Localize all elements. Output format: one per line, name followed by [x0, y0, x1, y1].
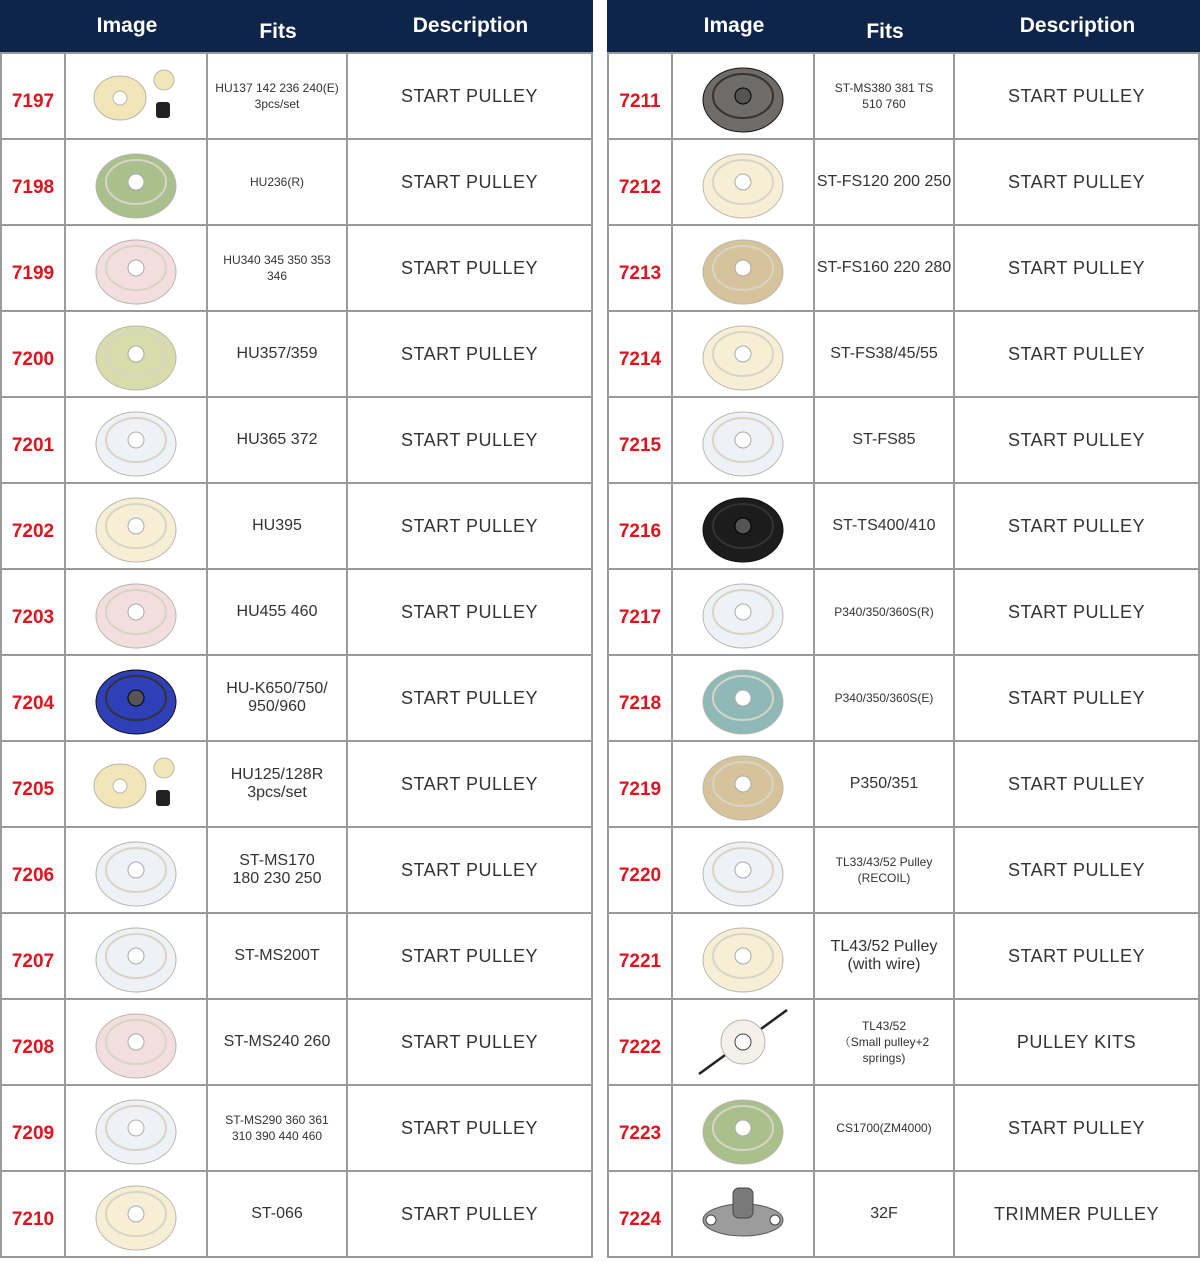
product-image — [672, 1085, 814, 1171]
image-header: Image — [96, 14, 158, 37]
item-code — [608, 53, 672, 139]
description-text: START PULLEY — [347, 999, 592, 1085]
image-header: Image — [703, 14, 765, 37]
product-image — [672, 827, 814, 913]
item-code-text: 7213 — [618, 263, 662, 284]
product-table — [0, 52, 593, 1258]
fits-text: HU-K650/750/ 950/960 — [207, 655, 347, 741]
cream-pulley-icon — [88, 488, 184, 564]
white-pulley-icon — [695, 402, 791, 478]
item-code — [1, 53, 65, 139]
blue-pulley-icon — [88, 660, 184, 736]
description-text: START PULLEY — [347, 741, 592, 827]
cream-pulley-icon — [695, 316, 791, 392]
fits-text: ST-FS160 220 280 — [814, 225, 954, 311]
white-pulley-icon — [88, 1090, 184, 1166]
product-image — [672, 483, 814, 569]
item-code-text: 7210 — [11, 1209, 55, 1230]
item-code — [1, 1171, 65, 1257]
product-image — [672, 397, 814, 483]
description-text: START PULLEY — [347, 1085, 592, 1171]
description-text: START PULLEY — [954, 53, 1199, 139]
item-code-text: 7200 — [11, 349, 55, 370]
item-code-text: 7204 — [11, 693, 55, 714]
table-row — [1, 569, 592, 655]
cream-pulley-icon — [695, 144, 791, 220]
fits-header: Fits — [866, 20, 904, 43]
product-table — [607, 52, 1200, 1258]
product-image — [672, 1171, 814, 1257]
item-code-text: 7219 — [618, 779, 662, 800]
item-code — [1, 483, 65, 569]
item-code — [608, 139, 672, 225]
item-code — [608, 225, 672, 311]
description-text: START PULLEY — [954, 225, 1199, 311]
product-image — [65, 569, 207, 655]
product-image — [65, 483, 207, 569]
item-code — [608, 655, 672, 741]
fits-text: ST-066 — [207, 1171, 347, 1257]
catalog-left — [0, 0, 593, 1279]
fits-text: ST-MS240 260 — [207, 999, 347, 1085]
description-text: START PULLEY — [347, 827, 592, 913]
table-row — [608, 225, 1199, 311]
table-row — [1, 741, 592, 827]
table-row — [608, 311, 1199, 397]
table-row — [1, 311, 592, 397]
description-text: START PULLEY — [954, 1085, 1199, 1171]
fits-text: TL43/52 （Small pulley+2 springs) — [814, 999, 954, 1085]
description-text: START PULLEY — [954, 483, 1199, 569]
fits-text: ST-MS290 360 361 310 390 440 460 — [207, 1085, 347, 1171]
table-header — [0, 0, 593, 52]
item-code — [1, 311, 65, 397]
item-code-text: 7197 — [11, 91, 55, 112]
description-text: START PULLEY — [347, 1171, 592, 1257]
product-image — [65, 1171, 207, 1257]
table-row — [608, 139, 1199, 225]
item-code-text: 7221 — [618, 951, 662, 972]
table-row — [608, 397, 1199, 483]
fits-text: TL33/43/52 Pulley (RECOIL) — [814, 827, 954, 913]
item-code-text: 7199 — [11, 263, 55, 284]
fits-text: P340/350/360S(E) — [814, 655, 954, 741]
fits-header: Fits — [259, 20, 297, 43]
item-code-text: 7212 — [618, 177, 662, 198]
fits-text: HU357/359 — [207, 311, 347, 397]
table-row — [608, 1085, 1199, 1171]
item-code — [608, 311, 672, 397]
white-pulley-icon — [695, 832, 791, 908]
table-row — [608, 999, 1199, 1085]
product-image — [672, 741, 814, 827]
table-row — [1, 1085, 592, 1171]
fits-text: ST-FS85 — [814, 397, 954, 483]
table-header — [607, 0, 1200, 52]
item-code — [1, 655, 65, 741]
pink-pulley-icon — [88, 1004, 184, 1080]
item-code — [1, 827, 65, 913]
product-image — [65, 397, 207, 483]
item-code-text: 7218 — [618, 693, 662, 714]
fits-text: P350/351 — [814, 741, 954, 827]
table-row — [1, 913, 592, 999]
fits-text: HU340 345 350 353 346 — [207, 225, 347, 311]
table-row — [608, 913, 1199, 999]
product-image — [672, 569, 814, 655]
item-code — [1, 139, 65, 225]
fits-text: ST-FS120 200 250 — [814, 139, 954, 225]
product-image — [672, 913, 814, 999]
item-code — [608, 483, 672, 569]
fits-text: HU455 460 — [207, 569, 347, 655]
product-image — [65, 827, 207, 913]
item-code — [1, 225, 65, 311]
description-text: START PULLEY — [347, 53, 592, 139]
description-header: Description — [1019, 14, 1136, 37]
description-text: START PULLEY — [954, 569, 1199, 655]
product-image — [65, 655, 207, 741]
description-text: PULLEY KITS — [954, 999, 1199, 1085]
item-code-text: 7207 — [11, 951, 55, 972]
item-code-text: 7215 — [618, 435, 662, 456]
fits-text: ST-MS200T — [207, 913, 347, 999]
fits-text: CS1700(ZM4000) — [814, 1085, 954, 1171]
table-row — [1, 225, 592, 311]
description-text: START PULLEY — [347, 225, 592, 311]
pulley-set-icon — [88, 58, 184, 134]
table-row — [608, 53, 1199, 139]
description-text: START PULLEY — [347, 139, 592, 225]
item-code — [1, 569, 65, 655]
item-code-text: 7203 — [11, 607, 55, 628]
fits-text: P340/350/360S(R) — [814, 569, 954, 655]
item-code — [608, 999, 672, 1085]
item-code-text: 7222 — [618, 1037, 662, 1058]
trimmer-pulley-icon — [695, 1176, 791, 1252]
item-code — [608, 741, 672, 827]
description-text: START PULLEY — [347, 913, 592, 999]
fits-text: 32F — [814, 1171, 954, 1257]
item-code — [1, 913, 65, 999]
product-image — [65, 741, 207, 827]
pink-pulley-icon — [88, 230, 184, 306]
pulley-kit-icon — [695, 1004, 791, 1080]
description-text: START PULLEY — [954, 397, 1199, 483]
item-code-text: 7201 — [11, 435, 55, 456]
description-text: START PULLEY — [347, 311, 592, 397]
fits-text: HU395 — [207, 483, 347, 569]
item-code-text: 7211 — [619, 91, 661, 112]
fits-text: ST-MS170 180 230 250 — [207, 827, 347, 913]
white-pulley-icon — [695, 574, 791, 650]
item-code — [608, 569, 672, 655]
white-pulley-icon — [88, 832, 184, 908]
item-code — [608, 827, 672, 913]
product-image — [672, 655, 814, 741]
fits-text: HU125/128R 3pcs/set — [207, 741, 347, 827]
fits-text: HU236(R) — [207, 139, 347, 225]
table-row — [1, 53, 592, 139]
product-image — [65, 913, 207, 999]
description-text: TRIMMER PULLEY — [954, 1171, 1199, 1257]
green-pulley-icon — [88, 144, 184, 220]
item-code — [1, 1085, 65, 1171]
item-code — [608, 913, 672, 999]
pulley-set-icon — [88, 746, 184, 822]
description-text: START PULLEY — [954, 913, 1199, 999]
tan-pulley-icon — [695, 230, 791, 306]
pink-pulley-icon — [88, 574, 184, 650]
product-image — [672, 311, 814, 397]
product-image — [672, 999, 814, 1085]
fits-text: ST-TS400/410 — [814, 483, 954, 569]
item-code-text: 7220 — [618, 865, 662, 886]
item-code-text: 7216 — [618, 521, 662, 542]
product-image — [65, 1085, 207, 1171]
table-row — [608, 1171, 1199, 1257]
product-image — [65, 999, 207, 1085]
cream-pulley-icon — [695, 918, 791, 994]
green-pulley-icon — [695, 1090, 791, 1166]
product-image — [65, 53, 207, 139]
item-code-text: 7208 — [11, 1037, 55, 1058]
description-text: START PULLEY — [954, 139, 1199, 225]
description-text: START PULLEY — [347, 569, 592, 655]
description-text: START PULLEY — [347, 483, 592, 569]
table-row — [1, 999, 592, 1085]
item-code-text: 7209 — [11, 1123, 55, 1144]
fits-text: HU137 142 236 240(E) 3pcs/set — [207, 53, 347, 139]
item-code — [608, 1085, 672, 1171]
product-image — [672, 53, 814, 139]
item-code-text: 7206 — [11, 865, 55, 886]
small-pulley-icon — [88, 316, 184, 392]
table-row — [608, 741, 1199, 827]
description-text: START PULLEY — [954, 655, 1199, 741]
item-code-text: 7202 — [11, 521, 55, 542]
item-code-text: 7224 — [618, 1209, 662, 1230]
tan-pulley-icon — [695, 746, 791, 822]
fits-text: HU365 372 — [207, 397, 347, 483]
product-image — [65, 225, 207, 311]
fits-text: ST-FS38/45/55 — [814, 311, 954, 397]
description-text: START PULLEY — [347, 397, 592, 483]
dark-pulley-icon — [695, 58, 791, 134]
black-pulley-icon — [695, 488, 791, 564]
fits-text: ST-MS380 381 TS 510 760 — [814, 53, 954, 139]
description-text: START PULLEY — [954, 311, 1199, 397]
item-code — [1, 397, 65, 483]
product-image — [672, 225, 814, 311]
white-pulley-icon — [88, 918, 184, 994]
item-code-text: 7217 — [618, 607, 662, 628]
table-row — [608, 569, 1199, 655]
table-row — [1, 827, 592, 913]
item-code-text: 7214 — [618, 349, 662, 370]
product-image — [65, 139, 207, 225]
catalog-right — [607, 0, 1200, 1279]
item-code — [608, 397, 672, 483]
white-pulley-icon — [88, 402, 184, 478]
table-row — [1, 655, 592, 741]
table-row — [1, 1171, 592, 1257]
table-row — [1, 139, 592, 225]
teal-pulley-icon — [695, 660, 791, 736]
description-header: Description — [412, 14, 529, 37]
item-code-text: 7198 — [11, 177, 55, 198]
cream-pulley-icon — [88, 1176, 184, 1252]
fits-text: TL43/52 Pulley (with wire) — [814, 913, 954, 999]
item-code — [1, 741, 65, 827]
product-image — [672, 139, 814, 225]
item-code-text: 7223 — [618, 1123, 662, 1144]
description-text: START PULLEY — [347, 655, 592, 741]
table-row — [608, 827, 1199, 913]
table-row — [608, 483, 1199, 569]
product-image — [65, 311, 207, 397]
item-code — [608, 1171, 672, 1257]
table-row — [608, 655, 1199, 741]
description-text: START PULLEY — [954, 827, 1199, 913]
item-code-text: 7205 — [11, 779, 55, 800]
description-text: START PULLEY — [954, 741, 1199, 827]
table-row — [1, 483, 592, 569]
table-row — [1, 397, 592, 483]
item-code — [1, 999, 65, 1085]
